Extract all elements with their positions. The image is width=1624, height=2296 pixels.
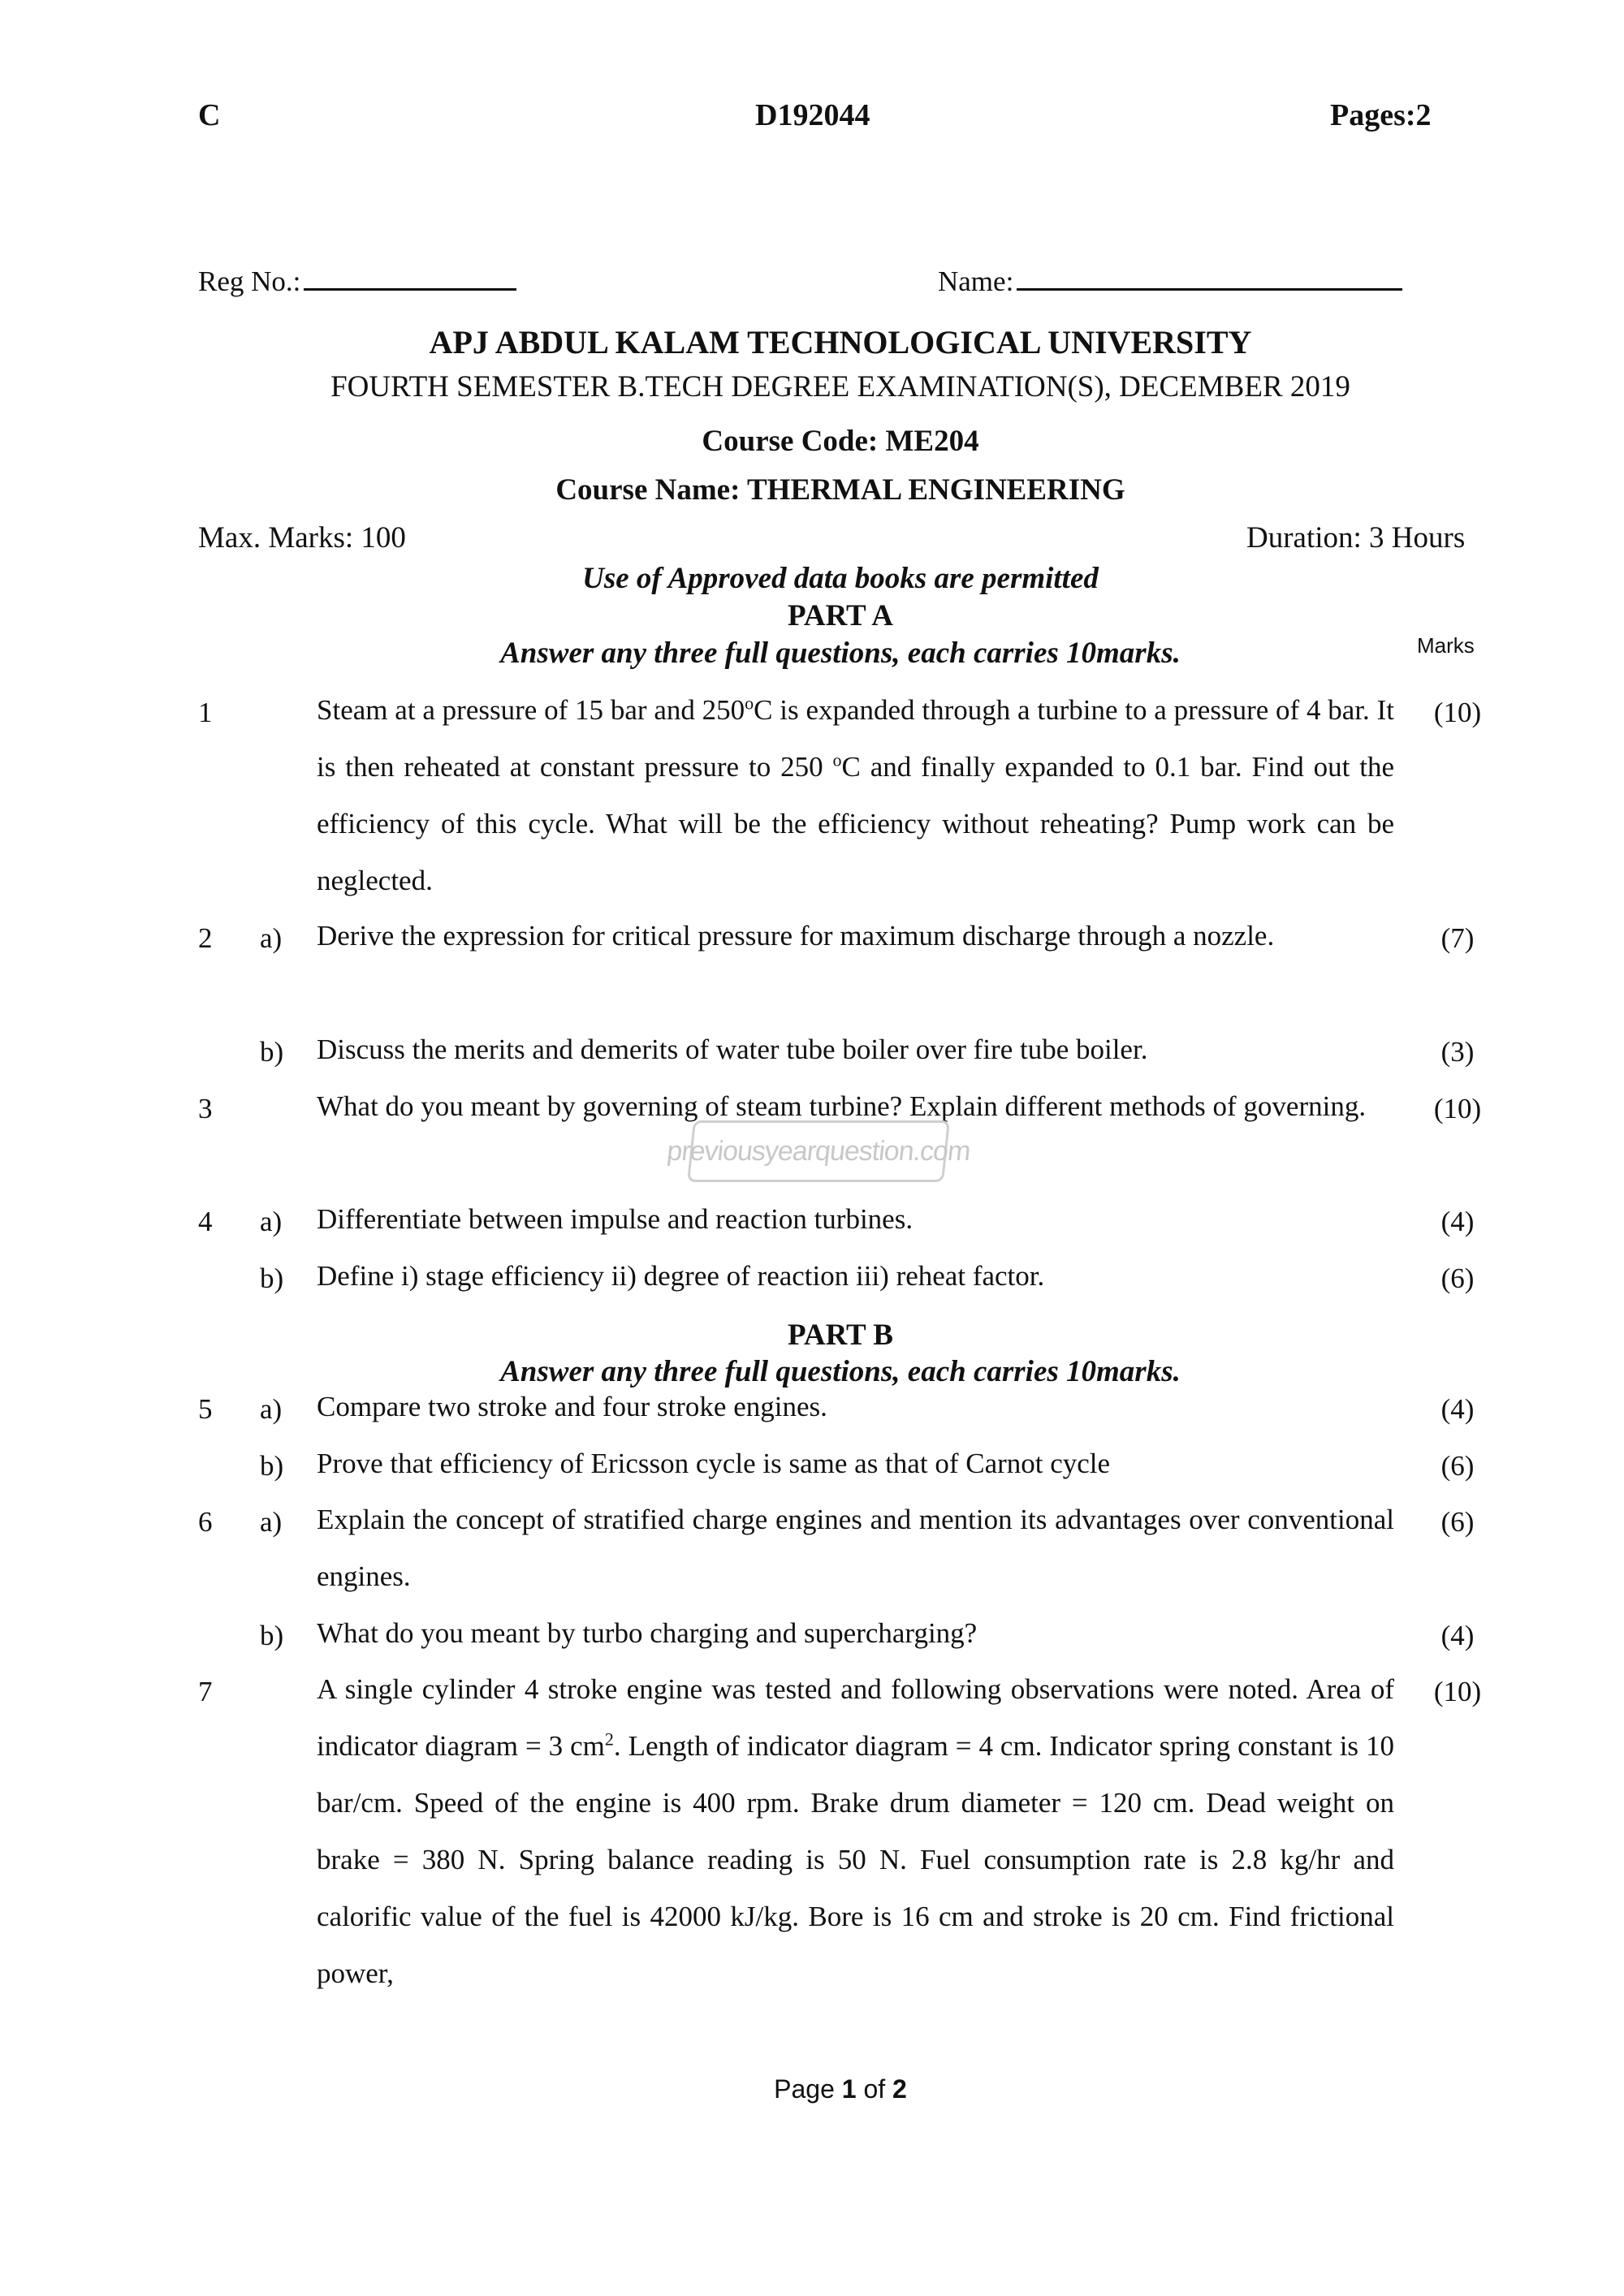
question-number: 3 xyxy=(198,1093,213,1124)
question-marks: (6) xyxy=(1440,1506,1475,1538)
course-code: Course Code: ME204 xyxy=(702,425,979,458)
data-books-note: Use of Approved data books are permitted xyxy=(582,562,1099,595)
exam-title: FOURTH SEMESTER B.TECH DEGREE EXAMINATION(S), DECEMBER 2019 xyxy=(330,370,1350,404)
reg-no-label: Reg No.: xyxy=(198,265,301,297)
sub-question-label: b) xyxy=(260,1262,284,1294)
sub-question-label: b) xyxy=(260,1036,284,1068)
question-number: 4 xyxy=(198,1206,213,1237)
paper-series-letter: C xyxy=(198,98,221,132)
question-2b-text: Discuss the merits and demerits of water tube boiler over fire tube boiler. xyxy=(317,1034,1148,1065)
paper-code: D192044 xyxy=(755,98,870,132)
max-marks: Max. Marks: 100 xyxy=(198,521,406,555)
page-footer: Page 1 of 2 xyxy=(774,2074,907,2104)
question-number: 1 xyxy=(198,697,213,728)
sub-question-label: a) xyxy=(260,1393,283,1425)
question-marks: (4) xyxy=(1440,1620,1475,1651)
course-name: Course Name: THERMAL ENGINEERING xyxy=(555,473,1125,507)
sub-question-label: a) xyxy=(260,1506,283,1538)
question-marks: (10) xyxy=(1433,1676,1482,1707)
sub-question-label: a) xyxy=(260,922,283,954)
reg-no-field xyxy=(198,265,516,298)
question-6b-text: What do you meant by turbo charging and supercharging? xyxy=(317,1617,978,1649)
sub-question-label: b) xyxy=(260,1450,284,1482)
question-number: 7 xyxy=(198,1676,213,1707)
question-marks: (3) xyxy=(1440,1036,1475,1068)
question-number: 2 xyxy=(198,922,213,954)
part-b-instruction: Answer any three full questions, each carries 10marks. xyxy=(500,1355,1181,1388)
question-marks: (10) xyxy=(1433,697,1482,728)
question-marks: (4) xyxy=(1440,1393,1475,1425)
sub-question-label: a) xyxy=(260,1206,283,1237)
question-5a-text: Compare two stroke and four stroke engines. xyxy=(317,1391,827,1422)
page-count: Pages:2 xyxy=(1330,98,1432,132)
question-6a-text: Explain the concept of stratified charge engines and mention its advantages over conventional engines. xyxy=(317,1504,1394,1592)
name-blank xyxy=(1017,288,1402,291)
university-title: APJ ABDUL KALAM TECHNOLOGICAL UNIVERSITY xyxy=(429,324,1252,360)
question-marks: (10) xyxy=(1433,1093,1482,1124)
question-7-text: A single cylinder 4 stroke engine was tested and following observations were noted. Area of indicator diagram = 3 $cm^2$. Length of indicator diagram = 4 cm. Indicator spring constant is 10 bar/cm. Speed of the engine is 400 rpm. Brake drum diameter = 120 cm. Dead weight on brake = 380 N. Spring balance reading is 50 N. Fuel consumption rate is 2.8 kg/hr and calorific value of the fuel is 42000 kJ/kg. Bore is 16 cm and stroke is 20 cm. Find frictional power, xyxy=(317,1673,1394,1989)
question-3-text: What do you meant by governing of steam turbine? Explain different methods of governing. xyxy=(317,1090,1367,1122)
question-marks: (7) xyxy=(1440,922,1475,954)
watermark-logo: previousyearquestion.com xyxy=(687,1120,950,1182)
question-4b-text: Define i) stage efficiency ii) degree of reaction iii) reheat factor. xyxy=(317,1260,1045,1292)
reg-no-blank xyxy=(304,288,516,291)
sub-question-label: b) xyxy=(260,1620,284,1651)
duration: Duration: 3 Hours xyxy=(1246,521,1466,555)
question-5b-text: Prove that efficiency of Ericsson cycle is same as that of Carnot cycle xyxy=(317,1448,1111,1479)
question-1-text: Steam at a pressure of 15 bar and 250$^o$C is expanded through a turbine to a pressure of 4 bar. It is then reheated at constant pressure to 250 $^o$C and finally expanded to 0.1 bar. Find out the efficiency of this cycle. What will be the efficiency without reheating? Pump work can be neglected. xyxy=(317,693,1394,896)
question-marks: (6) xyxy=(1440,1450,1475,1482)
name-label: Name: xyxy=(938,265,1014,297)
part-a-title: PART A xyxy=(788,599,893,632)
question-number: 5 xyxy=(198,1393,213,1425)
question-marks: (4) xyxy=(1440,1206,1475,1237)
name-field xyxy=(938,265,1402,298)
part-b-title: PART B xyxy=(788,1318,893,1352)
question-2a-text: Derive the expression for critical pressure for maximum discharge through a nozzle. xyxy=(317,920,1275,952)
question-4a-text: Differentiate between impulse and reaction turbines. xyxy=(317,1203,914,1235)
part-a-instruction: Answer any three full questions, each carries 10marks. xyxy=(500,637,1181,670)
marks-column-header: Marks xyxy=(1417,633,1475,658)
question-number: 6 xyxy=(198,1506,213,1538)
question-marks: (6) xyxy=(1440,1262,1475,1294)
